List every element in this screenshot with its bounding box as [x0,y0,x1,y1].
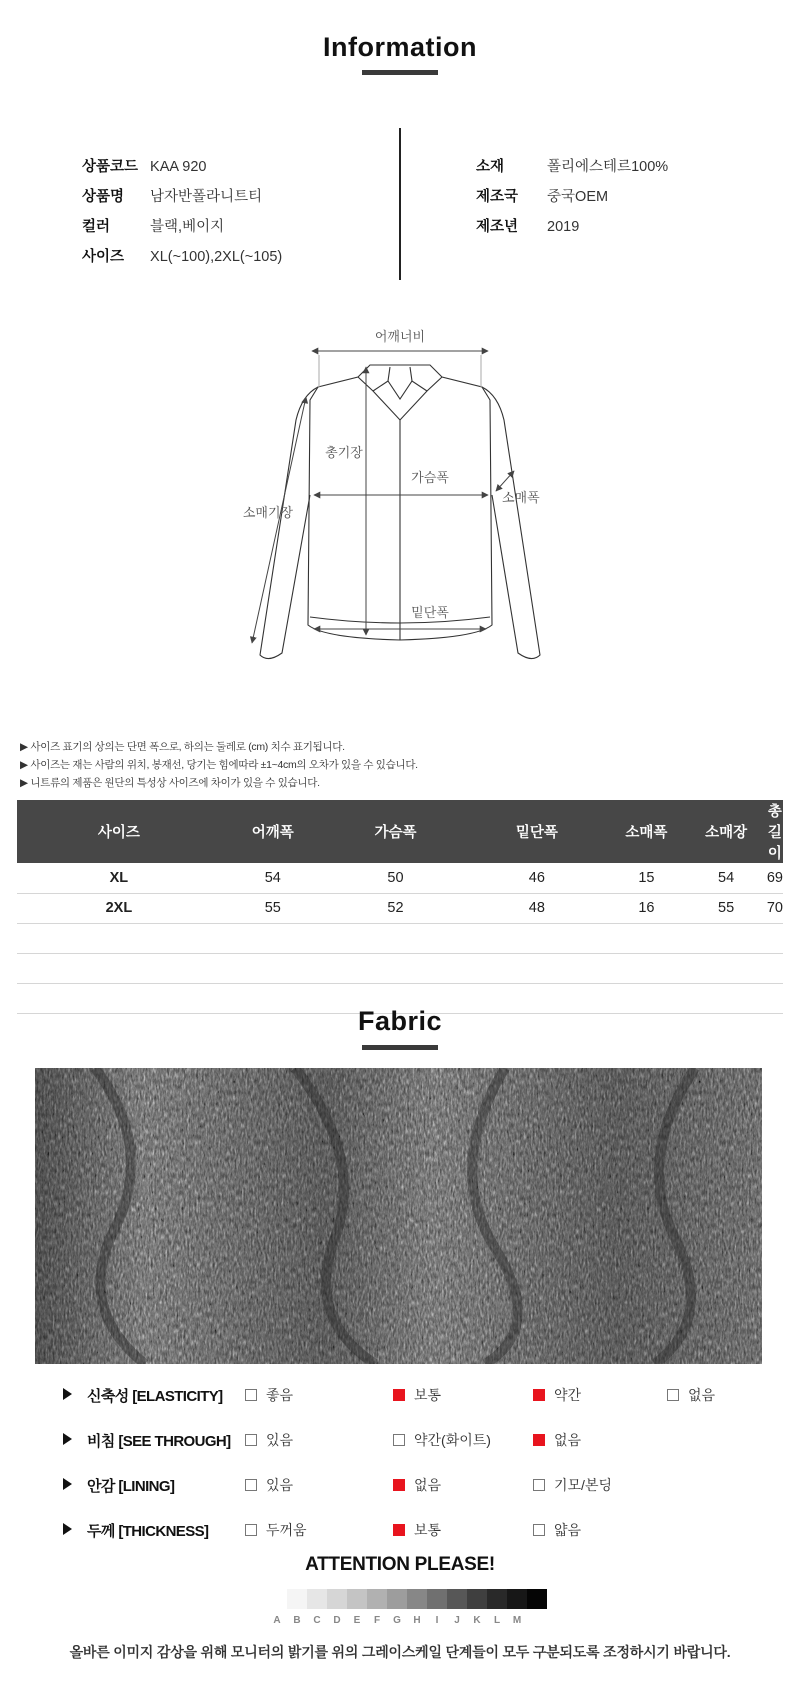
option-see-through-none: 없음 [533,1430,581,1450]
grayscale-letter: K [473,1615,481,1626]
table-row [17,863,783,893]
option-elasticity-none: 없음 [667,1385,715,1405]
option-elasticity-slight: 약간 [533,1385,581,1405]
grayscale-cell [487,1589,507,1609]
note-line: ▶ 사이즈 표기의 상의는 단면 폭으로, 하의는 둘레로 (cm) 치수 표기됩니다. [20,741,345,753]
option-see-through-yes: 있음 [245,1430,293,1450]
grayscale-cell [407,1589,427,1609]
table-cell: 52 [325,893,466,923]
arrow-right-icon [63,1388,72,1400]
grayscale-letter: H [413,1615,421,1626]
table-cell: 54 [221,863,325,893]
info-row-material [476,152,668,182]
grayscale-letter: B [293,1615,301,1626]
grayscale-cell [387,1589,407,1609]
header-shoulder: 어깨폭 [221,800,325,863]
option-lining-yes: 있음 [245,1475,293,1495]
checkbox-checked-icon [393,1389,405,1401]
monitor-brightness-note: 올바른 이미지 감상을 위해 모니터의 밝기를 위의 그레이스케일 단계들이 모두 구분되도록 조정하시기 바랍니다. [69,1644,731,1660]
info-key: 컬러 [82,219,111,235]
grayscale-cell [527,1589,547,1609]
grayscale-cell [287,1589,307,1609]
sweater-outline-icon [260,365,540,659]
size-table [17,800,783,1014]
grayscale-letter: C [313,1615,321,1626]
grayscale-cell [327,1589,347,1609]
checkbox-checked-icon [393,1524,405,1536]
label-chest: 가슴폭 [411,471,449,486]
grayscale-cell [367,1589,387,1609]
cell-size: 2XL [17,893,221,923]
table-cell: 50 [325,863,466,893]
info-divider [399,128,401,280]
grayscale-letter: M [512,1615,522,1626]
table-cell: 15 [608,863,686,893]
grayscale-cell [347,1589,367,1609]
option-thickness-normal: 보통 [393,1520,441,1540]
fabric-title: Fabric [357,1006,443,1036]
checkbox-icon [245,1434,257,1446]
grayscale-letter: I [435,1615,439,1626]
info-value: 폴리에스테르100% [547,159,669,175]
table-cell: 70 [767,893,783,923]
header-chest: 가슴폭 [325,800,466,863]
info-value: 중국OEM [547,189,609,205]
table-row-empty [17,953,783,983]
label-length: 총기장 [325,446,363,461]
table-cell: 16 [608,893,686,923]
info-left-column [82,152,282,272]
grayscale-strip [287,1589,547,1609]
fabric-knit-photo [35,1068,762,1364]
table-row-empty [17,923,783,953]
property-label: 안감 [LINING] [87,1478,175,1495]
checkbox-icon [245,1524,257,1536]
checkbox-checked-icon [393,1479,405,1491]
property-label: 신축성 [ELASTICITY] [87,1388,223,1405]
grayscale-cell [447,1589,467,1609]
size-notes [20,738,418,792]
info-key: 제조년 [476,219,519,235]
checkbox-icon [533,1524,545,1536]
information-title: Information [323,32,477,62]
table-row [17,893,783,923]
checkbox-icon [245,1479,257,1491]
arrow-right-icon [63,1433,72,1445]
grayscale-cell [507,1589,527,1609]
grayscale-letters [267,1615,527,1626]
info-value: KAA 920 [150,159,207,175]
property-thickness [0,1518,800,1542]
info-key: 상품코드 [82,159,139,175]
option-thickness-thick: 두꺼움 [245,1520,307,1540]
grayscale-letter: G [393,1615,401,1626]
table-cell: 48 [466,893,607,923]
table-cell: 55 [221,893,325,923]
table-cell: 69 [767,863,783,893]
info-value: 블랙,베이지 [150,219,225,235]
cell-size: XL [17,863,221,893]
property-label: 두께 [THICKNESS] [87,1523,209,1540]
info-key: 소재 [476,159,505,175]
label-hem: 밑단폭 [411,606,449,621]
info-row-color [82,212,282,242]
property-see-through [0,1428,800,1452]
grayscale-letter: A [273,1615,281,1626]
option-elasticity-good: 좋음 [245,1385,293,1405]
table-cell: 55 [685,893,767,923]
info-key: 사이즈 [82,249,125,265]
title-underline [362,1045,438,1050]
header-size: 사이즈 [17,800,221,863]
info-row-code [82,152,282,182]
checkbox-icon [533,1479,545,1491]
sweater-measurement-diagram [230,325,570,665]
checkbox-checked-icon [533,1434,545,1446]
table-cell: 46 [466,863,607,893]
grayscale-letter: D [333,1615,341,1626]
checkbox-icon [245,1389,257,1401]
header-sleeve-width: 소매폭 [608,800,686,863]
checkbox-checked-icon [533,1389,545,1401]
grayscale-cell [467,1589,487,1609]
checkbox-icon [393,1434,405,1446]
option-lining-none: 없음 [393,1475,441,1495]
info-key: 상품명 [82,189,125,205]
note-line: ▶ 니트류의 제품은 원단의 특성상 사이즈에 차이가 있을 수 있습니다. [20,777,320,789]
grayscale-letter: E [353,1615,361,1626]
grayscale-letter: F [373,1615,381,1626]
arrow-right-icon [63,1478,72,1490]
header-sleeve-length: 소매장 [685,800,767,863]
info-value: 남자반폴라니트티 [150,189,263,205]
header-hem: 밑단폭 [466,800,607,863]
info-row-name [82,182,282,212]
size-table-header [17,800,783,863]
property-lining [0,1473,800,1497]
label-sleeve-width: 소매폭 [502,491,540,506]
table-cell: 54 [685,863,767,893]
info-row-country [476,182,668,212]
grayscale-cell [427,1589,447,1609]
info-value: XL(~100),2XL(~105) [150,249,283,265]
info-row-year [476,212,668,242]
attention-title: ATTENTION PLEASE! [305,1554,495,1575]
grayscale-letter: L [493,1615,501,1626]
note-line: ▶ 사이즈는 재는 사람의 위치, 봉재선, 당기는 힘에따라 ±1~4cm의 오차가 있을 수 있습니다. [20,759,418,771]
label-shoulder: 어깨너비 [374,330,426,345]
option-thickness-thin: 얇음 [533,1520,581,1540]
property-label: 비침 [SEE THROUGH] [87,1433,231,1450]
checkbox-icon [667,1389,679,1401]
header-total-length: 총길이 [767,800,783,863]
property-elasticity [0,1383,800,1407]
info-value: 2019 [547,219,580,235]
option-lining-brushed: 기모/본딩 [533,1475,612,1495]
arrow-right-icon [63,1523,72,1535]
option-elasticity-normal: 보통 [393,1385,441,1405]
info-right-column [476,152,668,242]
grayscale-letter: J [454,1615,460,1626]
option-see-through-slight: 약간(화이트) [393,1430,491,1450]
label-sleeve-length: 소매기장 [242,506,294,521]
title-underline [362,70,438,75]
info-key: 제조국 [476,189,519,205]
info-row-size [82,242,282,272]
grayscale-cell [307,1589,327,1609]
